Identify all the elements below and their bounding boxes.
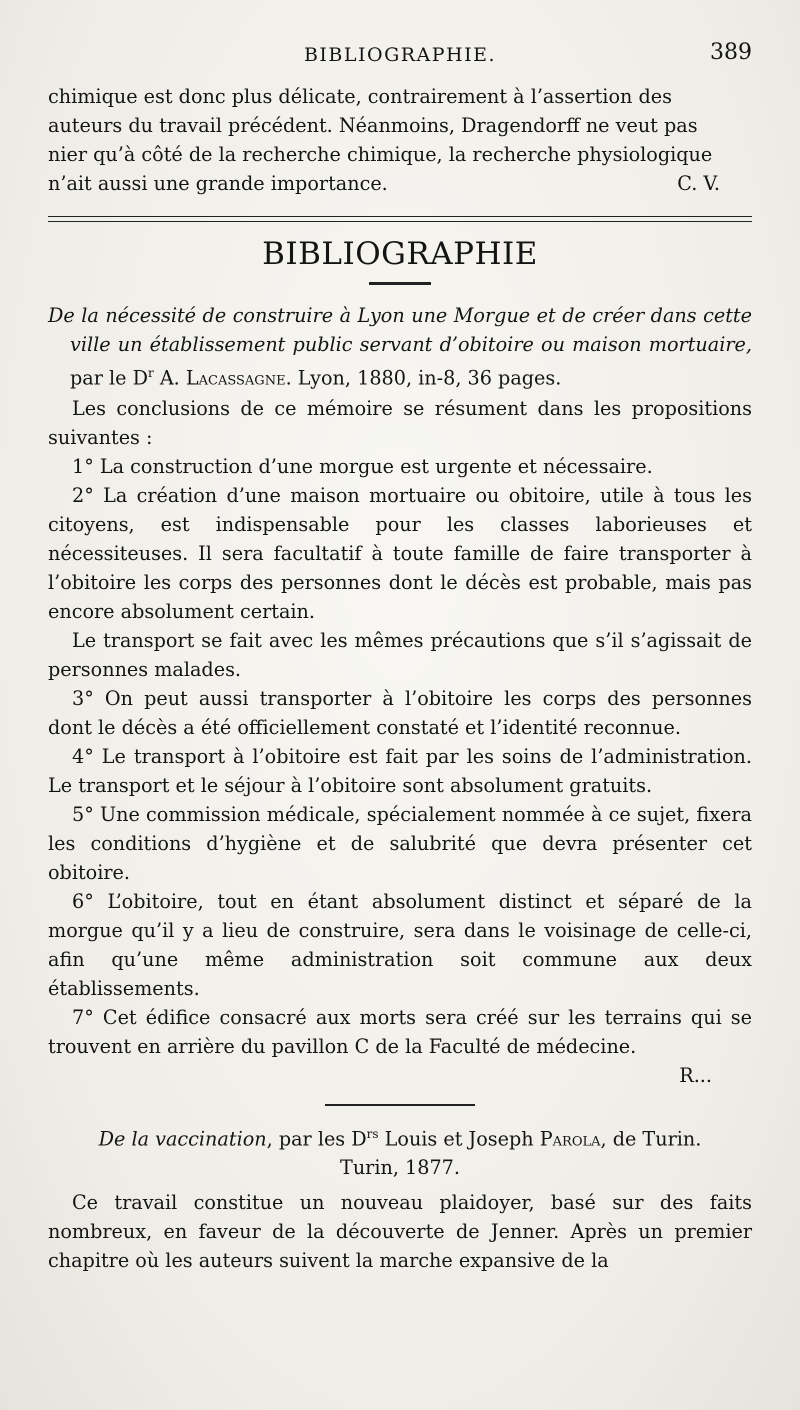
section-divider: [48, 216, 752, 222]
page-body: [48, 82, 752, 1275]
intro-signature: C. V.: [677, 172, 720, 195]
review-2-place: , de Turin.: [600, 1127, 702, 1151]
intro-line-1: chimique est donc plus délicate, contrairement à l’assertion des: [48, 85, 672, 108]
review-2-authors: Louis et Joseph: [378, 1127, 540, 1151]
review-divider: [325, 1104, 475, 1106]
page-header: [48, 38, 752, 72]
review-2-author-name: Parola: [539, 1127, 601, 1151]
intro-line-4: n’ait aussi une grande importance.: [48, 172, 388, 195]
intro-last-line: [48, 169, 752, 198]
review-1-by-sup: r: [147, 366, 154, 380]
review-2-by: , par les D: [266, 1127, 367, 1151]
review-1-paragraph-5: 3° On peut aussi transporter à l’obitoire les corps des personnes dont le décès a été officiellement constaté et l’identité reconnue.: [48, 687, 752, 740]
review-1-paragraph-3: 2° La création d’une maison mortuaire ou obitoire, utile à tous les citoyens, est indispensable pour les classes laborieuses et nécessiteuses. Il sera facultatif à toute famille de faire transporter à l’obitoire les corps des personnes dont le décès est probable, mais pas encore absolument certain.: [48, 484, 752, 624]
review-1-author-name: Lacassagne: [185, 366, 286, 390]
review-1-citation: [48, 301, 752, 392]
review-1-signature: R...: [679, 1064, 712, 1088]
review-1-paragraph-9: 7° Cet édifice consacré aux morts sera créé sur les terrains qui se trouvent en arrière du pavillon C de la Faculté de médecine.: [48, 1006, 752, 1059]
intro-line-2: auteurs du travail précédent. Néanmoins, Dragendorff ne veut pas: [48, 114, 698, 137]
review-1-publication: . Lyon, 1880, in-8, 36 pages.: [285, 366, 562, 390]
intro-paragraph: [48, 82, 752, 198]
section-heading: BIBLIOGRAPHIE: [262, 236, 538, 272]
review-1-paragraph-6: 4° Le transport à l’obitoire est fait par les soins de l’administration. Le transport et le séjour à l’obitoire sont absolument gratuits.: [48, 745, 752, 798]
review-1-paragraph-7: 5° Une commission médicale, spécialement nommée à ce sujet, fixera les conditions d’hygiène et de salubrité que devra présenter cet obitoire.: [48, 803, 752, 885]
review-1-paragraph-1: Les conclusions de ce mémoire se résument dans les propositions suivantes :: [48, 397, 752, 450]
review-1-author-initial: A.: [153, 366, 186, 390]
review-2-paragraph: Ce travail constitue un nouveau plaidoyer, basé sur des faits nombreux, en faveur de la découverte de Jenner. Après un premier chapitre où les auteurs suivent la marche expansive de la: [48, 1191, 752, 1273]
heading-underline: [369, 282, 431, 285]
review-2-citation: [48, 1120, 752, 1153]
intro-line-3: nier qu’à côté de la recherche chimique, la recherche physiologique: [48, 143, 713, 166]
review-1-paragraph-8: 6° L’obitoire, tout en étant absolument distinct et séparé de la morgue qu’il y a lieu de construire, sera dans le voisinage de celle-ci, afin qu’une même administration soit commune aux deux établissements.: [48, 890, 752, 1001]
running-title: BIBLIOGRAPHIE.: [303, 44, 497, 66]
review-2-publication: Turin, 1877.: [340, 1156, 460, 1180]
review-1-by: par le D: [70, 366, 148, 390]
review-2: [48, 1120, 752, 1275]
review-1-paragraph-2: 1° La construction d’une morgue est urgente et nécessaire.: [72, 455, 653, 479]
review-2-by-sup: rs: [366, 1126, 379, 1141]
page-number: 389: [710, 40, 752, 65]
review-1: [48, 301, 752, 1090]
review-1-title: De la nécessité de construire à Lyon une Morgue et de créer dans cette ville un établissement public servant d’obitoire ou maison mortuaire,: [48, 304, 752, 356]
review-1-paragraph-4: Le transport se fait avec les mêmes précautions que s’il s’agissait de personnes malades.: [48, 629, 752, 682]
review-2-title: De la vaccination: [98, 1127, 267, 1151]
